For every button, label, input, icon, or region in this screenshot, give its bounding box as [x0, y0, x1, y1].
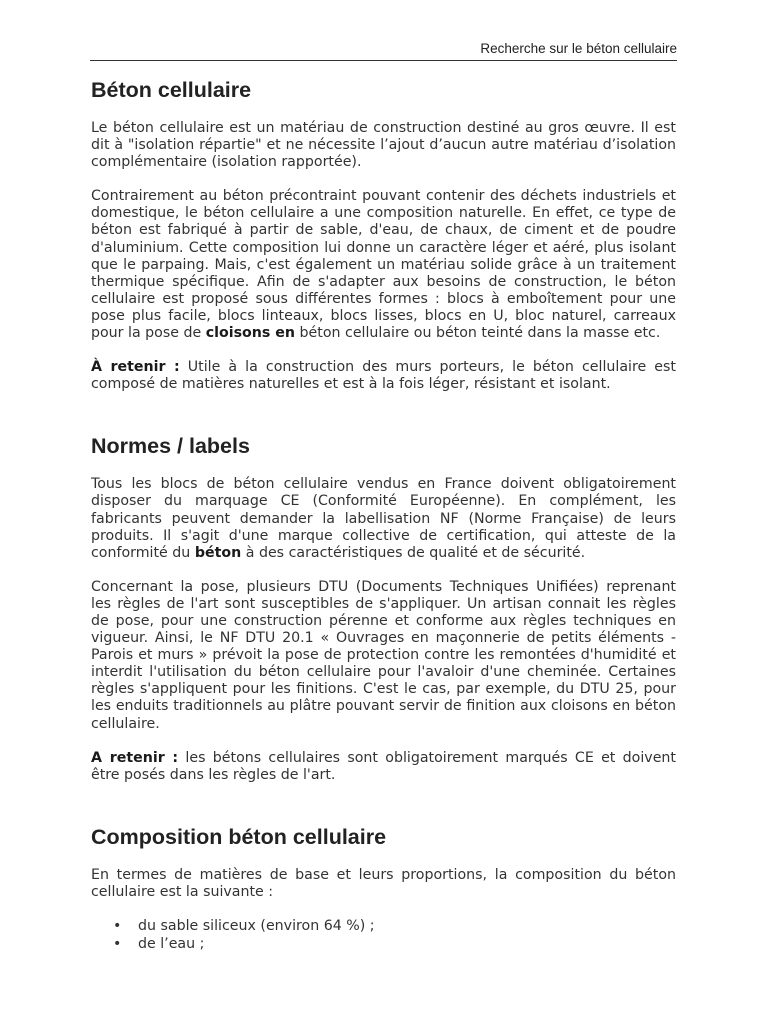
retenir-label: À retenir :: [91, 359, 180, 376]
paragraph: [91, 476, 676, 561]
retenir-note: [91, 750, 676, 784]
text-run: Utile à la construction des murs porteurs, le béton cellulaire est composé de matières naturelles et est à la fois léger, résistant et isolant.: [91, 359, 676, 393]
section-title-normes-labels: Normes / labels: [91, 434, 250, 459]
retenir-note: [91, 359, 676, 393]
list-item: [91, 936, 676, 954]
list-item-text: du sable siliceux (environ 64 %) ;: [138, 918, 375, 934]
composition-list: [91, 918, 676, 953]
paragraph: [91, 188, 676, 342]
retenir-label: A retenir :: [91, 749, 179, 766]
paragraph: Concernant la pose, plusieurs DTU (Documents Techniques Unifiées) reprenant les règles de l'art sont susceptibles de s'appliquer. Un artisan connait les règles de pose, pour une construction pérenne et conforme aux règles techniques en vigueur. Ainsi, le NF DTU 20.1 « Ouvrages en maçonnerie de petits éléments - Parois et murs » prévoit la pose de protection contre les remontées d'humidité et interdit l'utilisation du béton cellulaire pour l'avaloir d'une cheminée. Certaines règles s'appliquent pour les finitions. C'est le cas, par exemple, du DTU 25, pour les enduits traditionnels au plâtre pouvant servir de finition aux cloisons en béton cellulaire.: [91, 578, 676, 732]
page-header: [90, 40, 677, 61]
paragraph: En termes de matières de base et leurs proportions, la composition du béton cellulaire est la suivante :: [91, 866, 676, 900]
section-title-composition: Composition béton cellulaire: [91, 824, 387, 849]
bullet-icon: •: [113, 918, 122, 934]
header-title: Recherche sur le béton cellulaire: [480, 41, 677, 56]
paragraph: Le béton cellulaire est un matériau de construction destiné au gros œuvre. Il est dit à "isolation répartie" et ne nécessite l’ajout d’aucun autre matériau d’isolation complémentaire (isolation rapportée).: [91, 120, 676, 171]
bold-text: cloisons en: [205, 325, 296, 342]
document-body: [91, 76, 676, 953]
text-run: les bétons cellulaires sont obligatoirement marqués CE et doivent être posés dans les règles de l'art.: [91, 749, 676, 783]
text-run: béton cellulaire ou béton teinté dans la masse etc.: [295, 325, 661, 342]
section-title-beton-cellulaire: Béton cellulaire: [91, 78, 252, 102]
bullet-icon: •: [113, 935, 122, 952]
text-run: Tous les blocs de béton cellulaire vendus en France doivent obligatoirement disposer du marquage CE (Conformité Européenne). En complément, les fabricants peuvent demander la labellisation NF (Norme Française) de leurs produits. Il s'agit d'une marque collective de certification, qui atteste de la conformité du: [91, 476, 676, 561]
bold-text: béton: [194, 544, 242, 561]
list-item: [91, 918, 676, 936]
text-run: à des caractéristiques de qualité et de sécurité.: [241, 544, 586, 561]
list-item-text: de l’eau ;: [138, 935, 205, 952]
text-run: Contrairement au béton précontraint pouvant contenir des déchets industriels et domestique, le béton cellulaire a une composition naturelle. En effet, ce type de béton est fabriqué à partir de sable, d'eau, de chaux, de ciment et de poudre d'aluminium. Cette composition lui donne un caractère léger et aéré, plus isolant que le parpaing. Mais, c'est également un matériau solide grâce à un traitement thermique spécifique. Afin de s'adapter aux besoins de construction, le béton cellulaire est proposé sous différentes formes : blocs à emboîtement pour une pose plus facile, blocs linteaux, blocs lisses, blocs en U, bloc naturel, carreaux pour la pose de: [91, 188, 676, 342]
